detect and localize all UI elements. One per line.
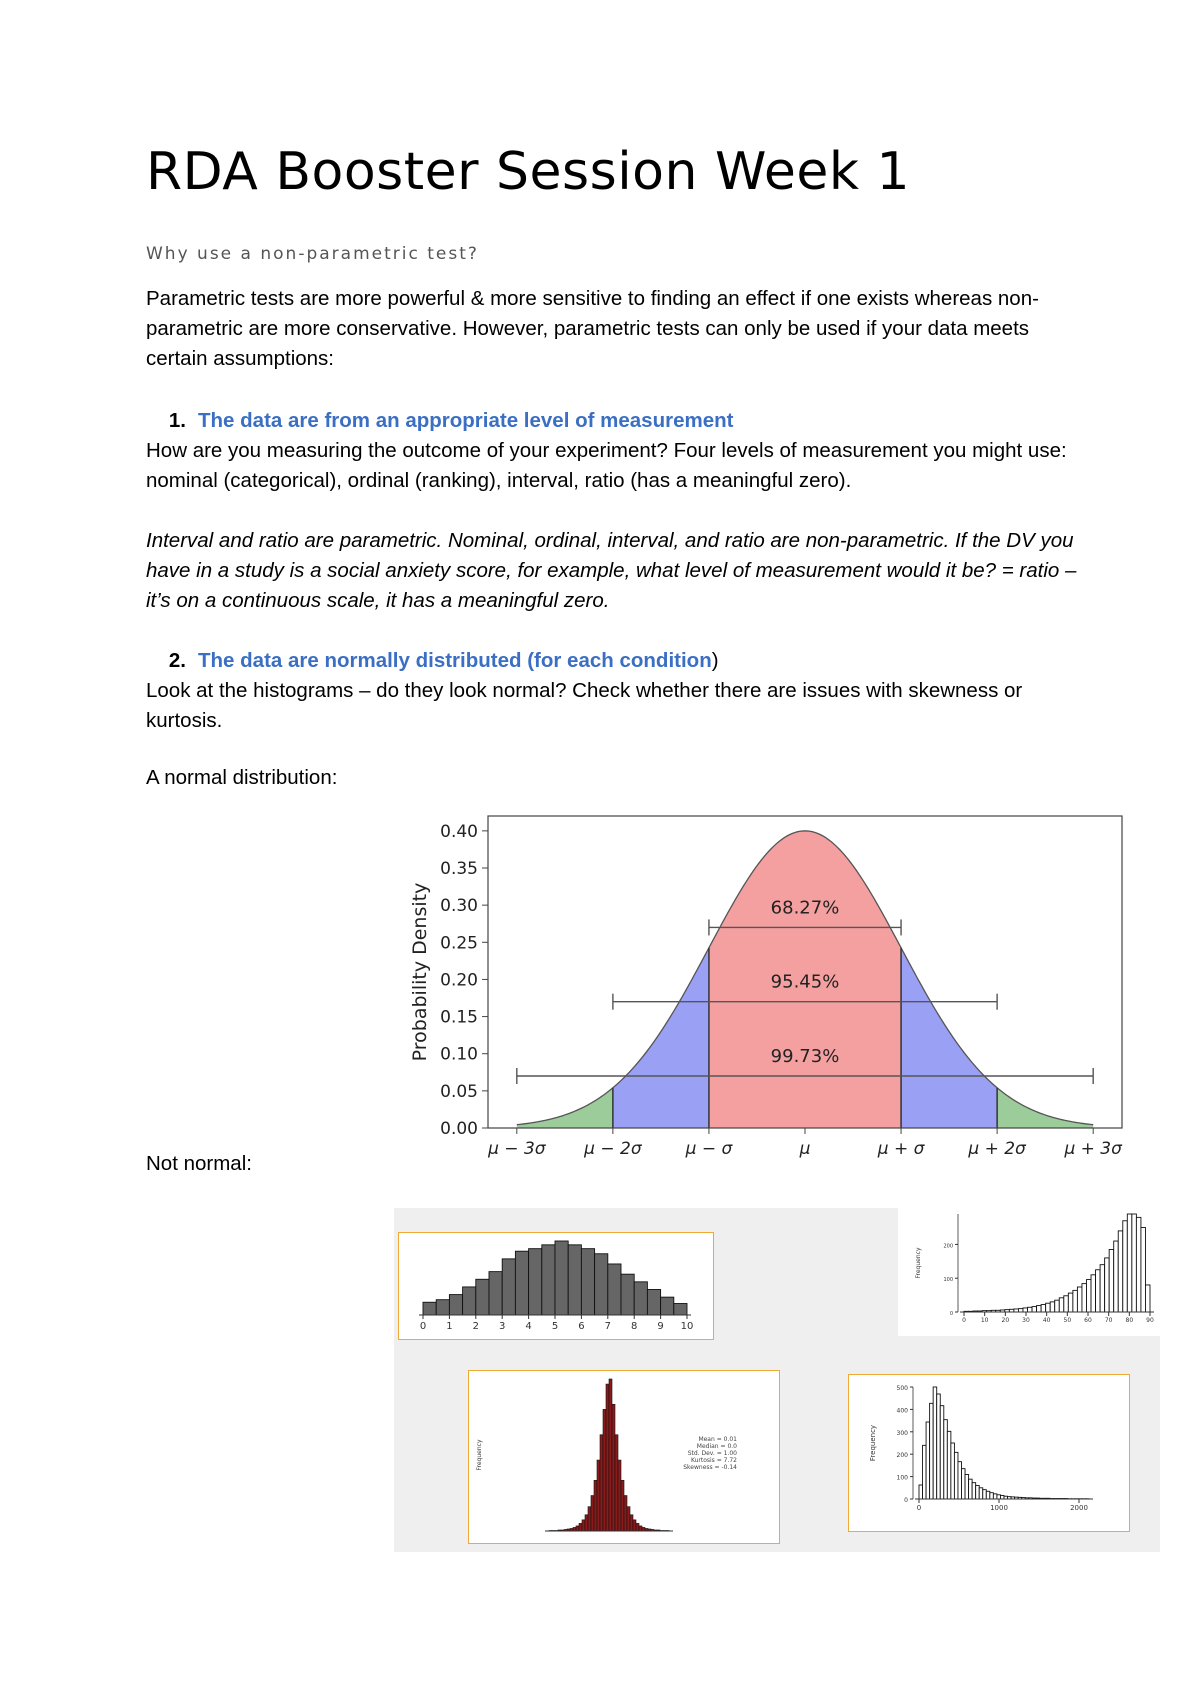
x-tick-label: 5 bbox=[551, 1321, 559, 1332]
x-tick-label: 2000 bbox=[1070, 1504, 1088, 1512]
x-tick-label: μ − 3σ bbox=[488, 1139, 546, 1158]
histogram-bar bbox=[954, 1452, 958, 1499]
histogram-bar bbox=[449, 1295, 462, 1315]
y-tick-label: 0 bbox=[904, 1497, 908, 1504]
y-tick-label: 0.25 bbox=[440, 933, 478, 954]
histogram-bar bbox=[600, 1435, 603, 1531]
x-tick-label: 10 bbox=[680, 1321, 694, 1332]
histogram-bar bbox=[1068, 1293, 1073, 1312]
x-tick-label: μ − 2σ bbox=[584, 1139, 642, 1158]
x-tick-label: 4 bbox=[525, 1321, 532, 1332]
histogram-bar bbox=[423, 1302, 436, 1315]
histogram-positive-skew bbox=[849, 1375, 1129, 1531]
y-tick-label: 0.40 bbox=[440, 821, 478, 842]
histogram-bar bbox=[1073, 1290, 1078, 1312]
y-tick-label: 0.20 bbox=[440, 970, 478, 991]
histogram-bar bbox=[1032, 1307, 1037, 1312]
histogram-bar bbox=[1118, 1231, 1123, 1312]
histogram-bar bbox=[1050, 1302, 1055, 1312]
histogram-bar bbox=[1136, 1217, 1141, 1312]
histogram-bar bbox=[502, 1259, 515, 1315]
histogram-bar bbox=[997, 1495, 1001, 1499]
histogram-bar bbox=[630, 1515, 633, 1531]
histogram-bar bbox=[476, 1279, 489, 1315]
interval-label: 68.27% bbox=[770, 897, 840, 919]
item-1-body: How are you measuring the outcome of your experiment? Four levels of measurement you might use: nominal (categorical), ordinal (ranking), interval, ratio (has a meaningful zero). bbox=[146, 439, 1067, 492]
histogram-bar bbox=[983, 1490, 987, 1499]
x-tick-label: 80 bbox=[1125, 1317, 1134, 1324]
histogram-bar bbox=[1000, 1496, 1004, 1500]
histogram-bar bbox=[1023, 1308, 1028, 1312]
item-2-heading-text: The data are normally distributed (for each condition bbox=[198, 649, 712, 672]
histogram-bar bbox=[951, 1443, 955, 1499]
histogram-bar bbox=[581, 1249, 594, 1315]
histogram-bar bbox=[979, 1488, 983, 1499]
histogram-bar bbox=[615, 1435, 618, 1531]
histogram-bar bbox=[627, 1507, 630, 1531]
histogram-bar bbox=[555, 1241, 568, 1315]
y-axis-label: Probability Density bbox=[409, 882, 431, 1062]
x-tick-label: μ + σ bbox=[877, 1139, 925, 1158]
histogram-bar bbox=[1109, 1249, 1114, 1312]
normal-distribution-chart bbox=[408, 808, 1128, 1158]
histogram-panel-negative-skew bbox=[898, 1208, 1160, 1336]
histogram-bar bbox=[542, 1245, 555, 1315]
item-2-body: Look at the histograms – do they look normal? Check whether there are issues with skewness or kurtosis. bbox=[146, 679, 1023, 732]
y-tick-label: 100 bbox=[896, 1474, 908, 1482]
histogram-bar bbox=[624, 1496, 627, 1531]
item-2-number: 2. bbox=[168, 649, 186, 672]
histogram-bar bbox=[576, 1526, 579, 1531]
x-tick-label: 60 bbox=[1084, 1317, 1092, 1324]
histogram-bar bbox=[1077, 1287, 1082, 1312]
histogram-bar bbox=[1127, 1214, 1132, 1312]
histogram-bar bbox=[990, 1493, 994, 1499]
histogram-bar bbox=[1055, 1300, 1060, 1312]
shaded-region-4 bbox=[997, 1088, 1093, 1128]
x-tick-label: 50 bbox=[1063, 1317, 1072, 1324]
not-normal-label: Not normal: bbox=[146, 1152, 252, 1175]
histogram-bar bbox=[923, 1445, 927, 1499]
histogram-bar bbox=[463, 1287, 476, 1315]
x-tick-label: μ + 3σ bbox=[1064, 1139, 1122, 1158]
histogram-bar bbox=[972, 1483, 976, 1499]
histogram-bar bbox=[965, 1475, 969, 1500]
y-tick-label: 400 bbox=[896, 1407, 908, 1415]
histogram-bar bbox=[608, 1264, 621, 1315]
y-tick-label: 300 bbox=[896, 1429, 908, 1437]
interval-label: 95.45% bbox=[770, 971, 840, 993]
y-tick-label: 0.05 bbox=[440, 1081, 478, 1102]
histogram-bar bbox=[579, 1523, 582, 1531]
shaded-region-3 bbox=[517, 1088, 613, 1128]
x-tick-label: 0 bbox=[916, 1504, 922, 1512]
x-tick-label: μ + 2σ bbox=[968, 1139, 1026, 1158]
x-tick-label: 40 bbox=[1042, 1317, 1051, 1324]
histogram-bar bbox=[1046, 1303, 1051, 1312]
histogram-bar bbox=[636, 1523, 639, 1531]
histogram-bar bbox=[588, 1507, 591, 1531]
summary-stat: Kurtosis = 7.72 bbox=[690, 1457, 737, 1464]
y-tick-label: 0 bbox=[949, 1311, 953, 1317]
histogram-leptokurtic bbox=[469, 1371, 779, 1543]
item-2-heading bbox=[146, 646, 1086, 676]
histogram-bar bbox=[597, 1460, 600, 1531]
histogram-bar bbox=[515, 1251, 528, 1315]
x-tick-label: 0 bbox=[962, 1317, 966, 1324]
x-tick-label: 3 bbox=[499, 1321, 506, 1332]
histogram-panel-leptokurtic bbox=[468, 1370, 780, 1544]
histogram-bar bbox=[919, 1485, 923, 1499]
y-axis-label: Frequency bbox=[869, 1424, 877, 1462]
item-1-number: 1. bbox=[168, 409, 186, 432]
histogram-bar bbox=[926, 1422, 930, 1499]
histogram-bar bbox=[633, 1520, 636, 1531]
histogram-bar bbox=[993, 1494, 997, 1499]
histogram-bar bbox=[489, 1272, 502, 1315]
y-tick-label: 0.30 bbox=[440, 896, 478, 917]
y-axis-label: Frequency bbox=[476, 1439, 483, 1471]
histogram-bar bbox=[674, 1304, 687, 1315]
histogram-bar bbox=[621, 1274, 634, 1315]
histogram-bar bbox=[618, 1460, 621, 1531]
intro-paragraph: Parametric tests are more powerful & more sensitive to finding an effect if one exists whereas non-parametric are more conservative. However, parametric tests can only be used if your data meets certain assumptions: bbox=[146, 287, 1039, 370]
histogram-bar bbox=[1100, 1265, 1105, 1312]
histogram-bar bbox=[947, 1431, 951, 1499]
histogram-bar bbox=[944, 1420, 948, 1499]
histogram-bar bbox=[1064, 1296, 1069, 1312]
histogram-bar bbox=[1114, 1241, 1119, 1312]
histogram-bar bbox=[609, 1379, 612, 1531]
histogram-bar bbox=[1105, 1258, 1110, 1312]
histogram-bar bbox=[958, 1462, 962, 1499]
histogram-bar bbox=[568, 1245, 581, 1315]
summary-stat: Std. Dev. = 1.00 bbox=[687, 1450, 737, 1457]
histogram-bar bbox=[1041, 1305, 1046, 1312]
histogram-bar bbox=[642, 1527, 645, 1531]
histogram-bar bbox=[591, 1496, 594, 1531]
histogram-negative-skew bbox=[898, 1208, 1160, 1336]
histogram-bar bbox=[594, 1480, 597, 1531]
x-tick-label: 90 bbox=[1146, 1317, 1154, 1324]
histogram-bar bbox=[582, 1520, 585, 1531]
histogram-bar bbox=[1037, 1306, 1042, 1312]
y-axis-label: Frequency bbox=[915, 1247, 922, 1279]
y-tick-label: 200 bbox=[943, 1243, 953, 1250]
y-tick-label: 500 bbox=[896, 1385, 908, 1392]
histogram-bar bbox=[969, 1479, 973, 1499]
y-tick-label: 0.00 bbox=[440, 1119, 478, 1139]
histogram-bar bbox=[529, 1249, 542, 1315]
page-title: RDA Booster Session Week 1 bbox=[146, 142, 911, 202]
histogram-bar bbox=[940, 1406, 944, 1499]
histogram-bar bbox=[937, 1394, 941, 1499]
y-tick-label: 0.15 bbox=[440, 1007, 478, 1028]
y-tick-label: 200 bbox=[896, 1452, 908, 1460]
x-tick-label: 9 bbox=[657, 1321, 664, 1332]
histogram-bar bbox=[1123, 1221, 1128, 1312]
x-tick-label: 20 bbox=[1001, 1317, 1010, 1324]
histogram-bar bbox=[986, 1491, 990, 1499]
x-tick-label: 7 bbox=[604, 1321, 611, 1332]
histogram-bar bbox=[585, 1515, 588, 1531]
item-1-heading-text: The data are from an appropriate level of measurement bbox=[198, 409, 734, 432]
x-tick-label: 30 bbox=[1022, 1317, 1030, 1324]
histogram-platykurtic bbox=[399, 1233, 713, 1339]
item-2-heading-tail: ) bbox=[711, 649, 719, 672]
histogram-bar bbox=[606, 1384, 609, 1531]
x-tick-label: 10 bbox=[980, 1317, 989, 1324]
histogram-bar bbox=[1141, 1228, 1146, 1312]
x-tick-label: 8 bbox=[631, 1321, 638, 1332]
y-tick-label: 100 bbox=[943, 1277, 953, 1284]
histogram-bar bbox=[1086, 1280, 1091, 1312]
histogram-panel-platykurtic bbox=[398, 1232, 714, 1340]
histogram-bar bbox=[612, 1404, 615, 1531]
summary-stat: Median = 0.0 bbox=[696, 1443, 737, 1450]
histogram-bar bbox=[621, 1480, 624, 1531]
x-tick-label: μ − σ bbox=[685, 1139, 733, 1158]
x-tick-label: 1 bbox=[446, 1321, 453, 1332]
normal-distribution-label: A normal distribution: bbox=[146, 766, 338, 789]
item-1-note: Interval and ratio are parametric. Nominal, ordinal, interval, and ratio are non-parametric. If the DV you have in a study is a social anxiety score, for example, what level of measurement would it be? = ratio – it’s on a continuous scale, it has a meaningful zero. bbox=[146, 529, 1077, 612]
histogram-bar bbox=[1028, 1307, 1033, 1312]
histogram-bar bbox=[647, 1289, 660, 1315]
histogram-bar bbox=[573, 1527, 576, 1531]
x-tick-label: 6 bbox=[578, 1321, 585, 1332]
subtitle: Why use a non-parametric test? bbox=[146, 244, 479, 264]
histogram-bar bbox=[930, 1403, 934, 1499]
histogram-bar bbox=[1082, 1284, 1087, 1312]
summary-stat: Mean = 0.01 bbox=[698, 1436, 737, 1443]
histogram-bar bbox=[436, 1300, 449, 1315]
x-tick-label: μ bbox=[799, 1139, 811, 1158]
interval-label: 99.73% bbox=[770, 1046, 840, 1067]
x-tick-label: 0 bbox=[419, 1321, 427, 1332]
histogram-bar bbox=[1091, 1275, 1096, 1312]
histogram-bar bbox=[603, 1409, 606, 1531]
item-1-heading bbox=[146, 406, 1086, 436]
x-tick-label: 1000 bbox=[990, 1504, 1008, 1512]
histogram-panel-positive-skew bbox=[848, 1374, 1130, 1532]
histogram-bar bbox=[976, 1485, 980, 1499]
histogram-bar bbox=[639, 1526, 642, 1531]
x-tick-label: 2 bbox=[472, 1321, 479, 1332]
histogram-bar bbox=[1096, 1270, 1101, 1312]
histogram-bar bbox=[962, 1469, 966, 1499]
histogram-bar bbox=[1059, 1298, 1064, 1312]
histogram-bar bbox=[634, 1282, 647, 1315]
x-tick-label: 70 bbox=[1104, 1317, 1113, 1324]
histogram-bar bbox=[1018, 1309, 1023, 1312]
y-tick-label: 0.35 bbox=[440, 859, 478, 879]
summary-stat: Skewness = -0.14 bbox=[683, 1464, 737, 1471]
histogram-bar bbox=[1132, 1214, 1137, 1312]
y-tick-label: 0.10 bbox=[440, 1044, 478, 1065]
histogram-bar bbox=[661, 1297, 674, 1315]
histogram-bar bbox=[1145, 1285, 1150, 1312]
histogram-bar bbox=[595, 1254, 608, 1315]
histogram-bar bbox=[933, 1387, 937, 1499]
